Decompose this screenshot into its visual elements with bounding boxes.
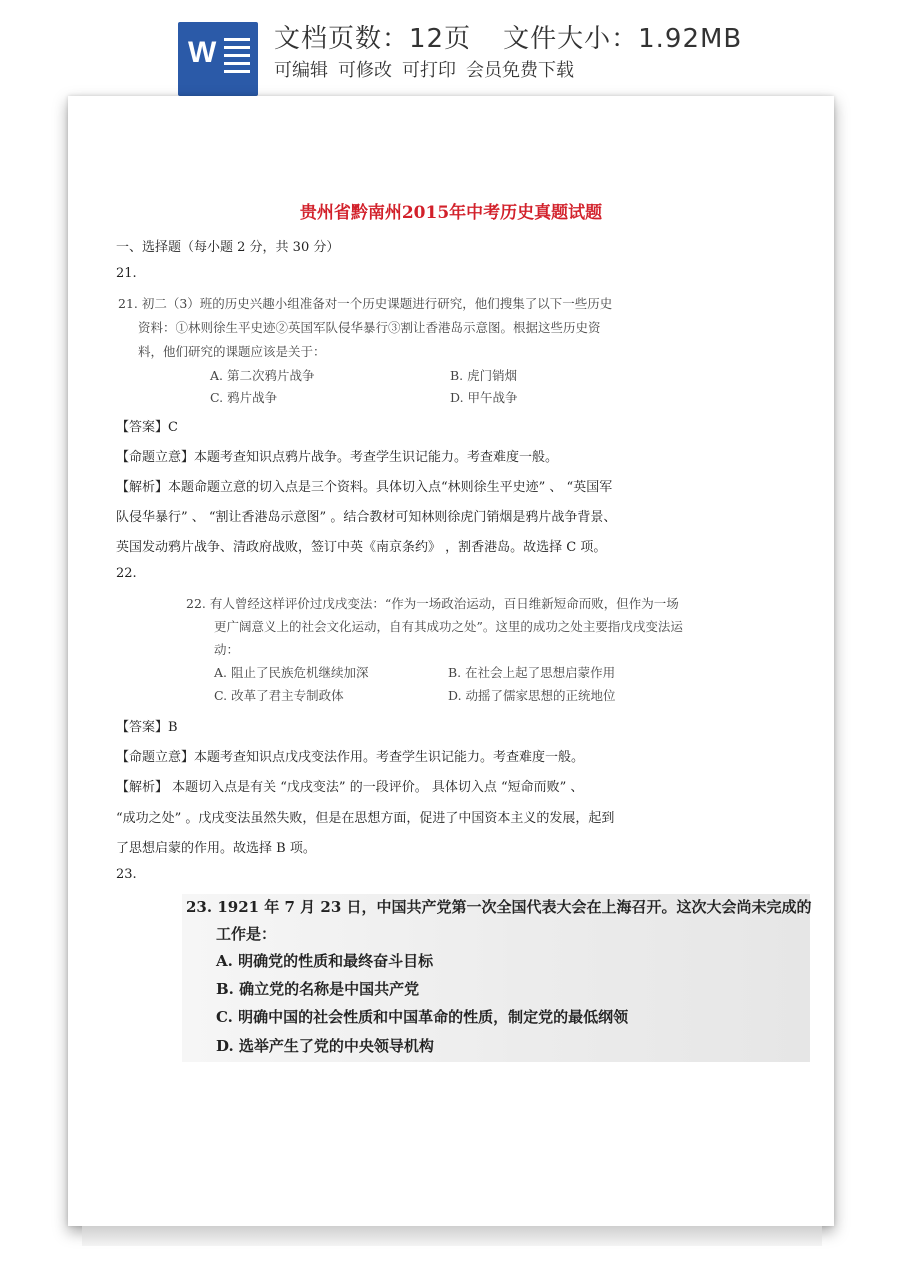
question-number-21: 21.: [116, 266, 137, 281]
section-heading: 一、选择题（每小题 2 分，共 30 分）: [116, 240, 340, 255]
q23-option-a: A. 明确党的性质和最终奋斗目标: [216, 952, 434, 970]
q22-stem-line: 动：: [214, 642, 240, 657]
q23-option-d: D. 选举产生了党的中央领导机构: [216, 1037, 434, 1055]
word-icon-lines: [224, 38, 250, 78]
feature-member-download: 会员免费下载: [466, 60, 574, 81]
q22-option-a: A. 阻止了民族危机继续加深: [214, 665, 369, 680]
q22-stem-line: 更广阔意义上的社会文化运动，自有其成功之处”。这里的成功之处主要指戊戌变法运: [214, 619, 683, 634]
word-document-icon: [178, 22, 258, 96]
feature-editable: 可编辑: [274, 60, 328, 81]
q22-stem-line: 22. 有人曾经这样评价过戊戌变法：“作为一场政治运动，百日维新短命而败，但作为一场: [186, 596, 679, 611]
document-info-banner: [0, 0, 900, 96]
q23-stem-line: 工作是：: [216, 925, 277, 943]
q22-option-d: D. 动摇了儒家思想的正统地位: [448, 688, 616, 703]
q22-option-c: C. 改革了君主专制政体: [214, 688, 344, 703]
file-stats: [274, 18, 752, 55]
q21-option-a: A. 第二次鸦片战争: [210, 368, 315, 383]
q21-intent: 【命题立意】本题考查知识点鸦片战争。考查学生识记能力。考查难度一般。: [116, 450, 559, 465]
q22-analysis-line: “成功之处” 。戊戌变法虽然失败，但是在思想方面，促进了中国资本主义的发展，起到: [116, 811, 615, 826]
q22-option-b: B. 在社会上起了思想启蒙作用: [448, 665, 616, 680]
q23-option-c: C. 明确中国的社会性质和中国革命的性质，制定党的最低纲领: [216, 1008, 629, 1026]
q22-analysis-line: 了思想启蒙的作用。故选择 B 项。: [116, 841, 316, 856]
q21-analysis-line: 英国发动鸦片战争、清政府战败，签订中英《南京条约》 ，割香港岛。故选择 C 项。: [116, 540, 607, 555]
q21-analysis-line: 队侵华暴行” 、 “割让香港岛示意图” 。结合教材可知林则徐虎门销烟是鸦片战争背景、: [116, 510, 617, 525]
page-shadow: [82, 1226, 822, 1246]
page-count: 文档页数：12页: [274, 24, 472, 54]
q22-intent: 【命题立意】本题考查知识点戊戌变法作用。考查学生识记能力。考查难度一般。: [116, 750, 585, 765]
file-size: 文件大小：1.92MB: [503, 24, 743, 54]
q23-stem-line: 23. 1921 年 7 月 23 日，中国共产党第一次全国代表大会在上海召开。这次大会尚未完成的: [186, 898, 812, 916]
q21-stem-line: 料，他们研究的课题应该是关于：: [138, 344, 326, 359]
q21-option-d: D. 甲午战争: [450, 390, 518, 405]
feature-modifiable: 可修改: [338, 60, 392, 81]
q21-analysis-line: 【解析】本题命题立意的切入点是三个资料。具体切入点“林则徐生平史迹” 、 “英国军: [116, 480, 613, 495]
question-number-22: 22.: [116, 566, 137, 581]
q21-answer: 【答案】C: [116, 420, 178, 435]
word-icon-letter: W: [188, 36, 217, 69]
feature-list: [274, 56, 584, 82]
feature-printable: 可打印: [402, 60, 456, 81]
q21-stem-line: 资料：①林则徐生平史迹②英国军队侵华暴行③割让香港岛示意图。根据这些历史资: [138, 320, 601, 335]
q21-option-b: B. 虎门销烟: [450, 368, 518, 383]
q23-option-b: B. 确立党的名称是中国共产党: [216, 980, 420, 998]
question-number-23: 23.: [116, 867, 137, 882]
q22-analysis-line: 【解析】 本题切入点是有关 “戊戌变法” 的一段评价。 具体切入点 “短命而败” 、: [116, 780, 584, 795]
document-title: 贵州省黔南州2015年中考历史真题试题: [299, 203, 603, 223]
q21-option-c: C. 鸦片战争: [210, 390, 278, 405]
q21-stem-line: 21. 初二（3）班的历史兴趣小组准备对一个历史课题进行研究，他们搜集了以下一些历史: [118, 296, 613, 311]
q22-answer: 【答案】B: [116, 720, 178, 735]
